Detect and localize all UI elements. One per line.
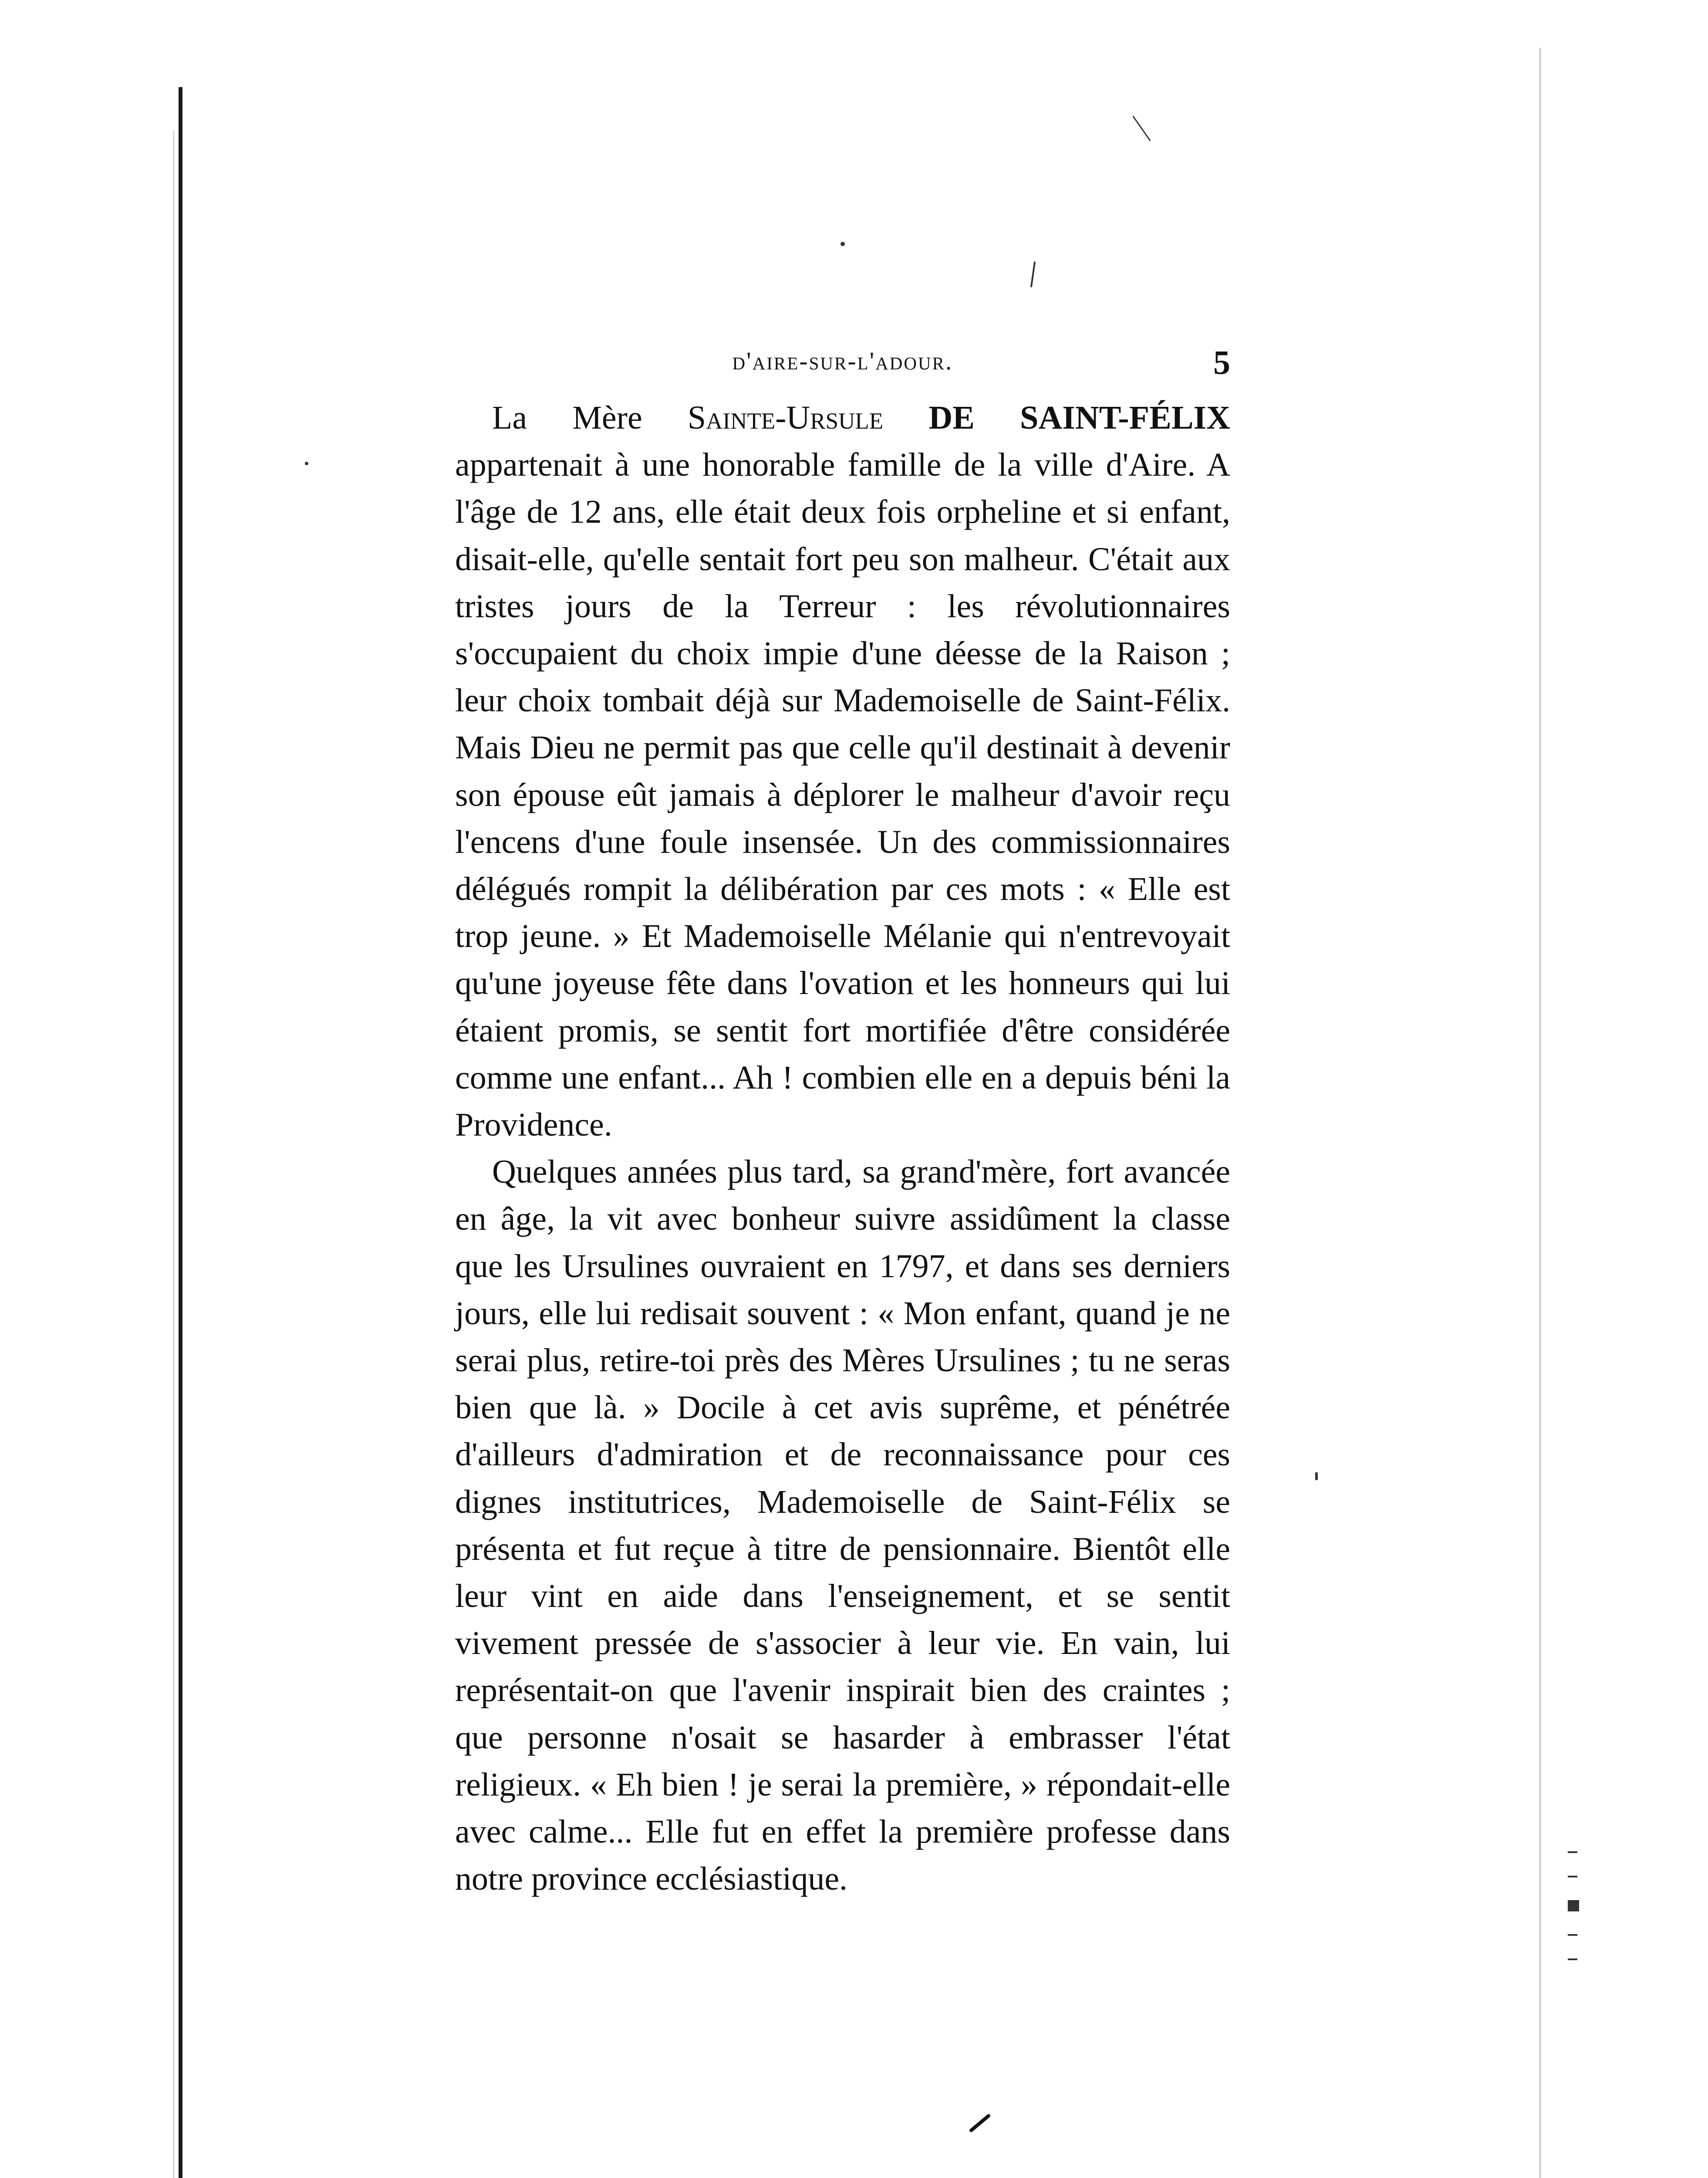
- scan-mark: [1568, 1934, 1577, 1936]
- scan-speck: [1315, 1472, 1318, 1480]
- binding-edge: [179, 87, 182, 2178]
- text-segment: La Mère: [492, 399, 688, 436]
- text-segment: DE SAINT-FÉLIX: [883, 399, 1230, 436]
- scan-mark: [1568, 1958, 1577, 1960]
- scan-speck: [305, 462, 308, 465]
- scan-marks: [1568, 1851, 1585, 2034]
- scan-mark: [1568, 1900, 1579, 1911]
- text-segment: Sainte-Ursule: [687, 399, 884, 436]
- page-number: 5: [1213, 343, 1230, 381]
- pen-mark: [969, 2114, 991, 2133]
- binding-shadow: [173, 131, 174, 2178]
- scan-speck: [1030, 261, 1036, 287]
- page-edge: [1539, 48, 1541, 2178]
- text-segment: appartenait à une honorable famille de la ville d'Aire. A l'âge de 12 ans, elle était deux fois orpheline et si enfant, disait-elle, qu'elle sentait fort peu son malheur. C'était aux tristes jours de la Terreur : les révolutionnaires s'occupaient du choix impie d'une déesse de la Raison ; leur choix tombait déjà sur Mademoiselle de Saint-Félix. Mais Dieu ne permit pas que celle qu'il destinait à devenir son épouse eût jamais à déplorer le malheur d'avoir reçu l'encens d'une foule insensée. Un des commissionnaires délégués rompit la délibération par ces mots : « Elle est trop jeune. » Et Mademoiselle Mélanie qui n'entrevoyait qu'une joyeuse fête dans l'ovation et les honneurs qui lui étaient promis, se sentit fort mortifiée d'être considérée comme une enfant... Ah ! combien elle en a depuis béni la Providence.: [455, 446, 1230, 1143]
- running-title: d'aire-sur-l'adour.: [732, 347, 953, 375]
- scan-mark: [1568, 1876, 1577, 1877]
- scan-speck: [1132, 115, 1151, 141]
- paragraph: [455, 394, 1230, 1148]
- text-segment: Quelques années plus tard, sa grand'mère, fort avancée en âge, la vit avec bonheur suivre assidûment la classe que les Ursulines ouvraient en 1797, et dans ses derniers jours, elle lui redisait souvent : « Mon enfant, quand je ne serai plus, retire-toi près des Mères Ursulines ; tu ne seras bien que là. » Docile à cet avis suprême, et pénétrée d'ailleurs d'admiration et de reconnaissance pour ces dignes institutrices, Mademoiselle de Saint-Félix se présenta et fut reçue à titre de pensionnaire. Bientôt elle leur vint en aide dans l'enseignement, et se sentit vivement pressée de s'associer à leur vie. En vain, lui représentait-on que l'avenir inspirait bien des craintes ; que personne n'osait se hasarder à embrasser l'état religieux. « Eh bien ! je serai la première, » répondait-elle avec calme... Elle fut en effet la première professe dans notre province ecclésiastique.: [455, 1153, 1230, 1897]
- scan-speck: [840, 242, 845, 246]
- paragraph: [455, 1148, 1230, 1902]
- scan-mark: [1568, 1851, 1577, 1853]
- running-head: [455, 343, 1230, 394]
- page-body: [455, 343, 1230, 1903]
